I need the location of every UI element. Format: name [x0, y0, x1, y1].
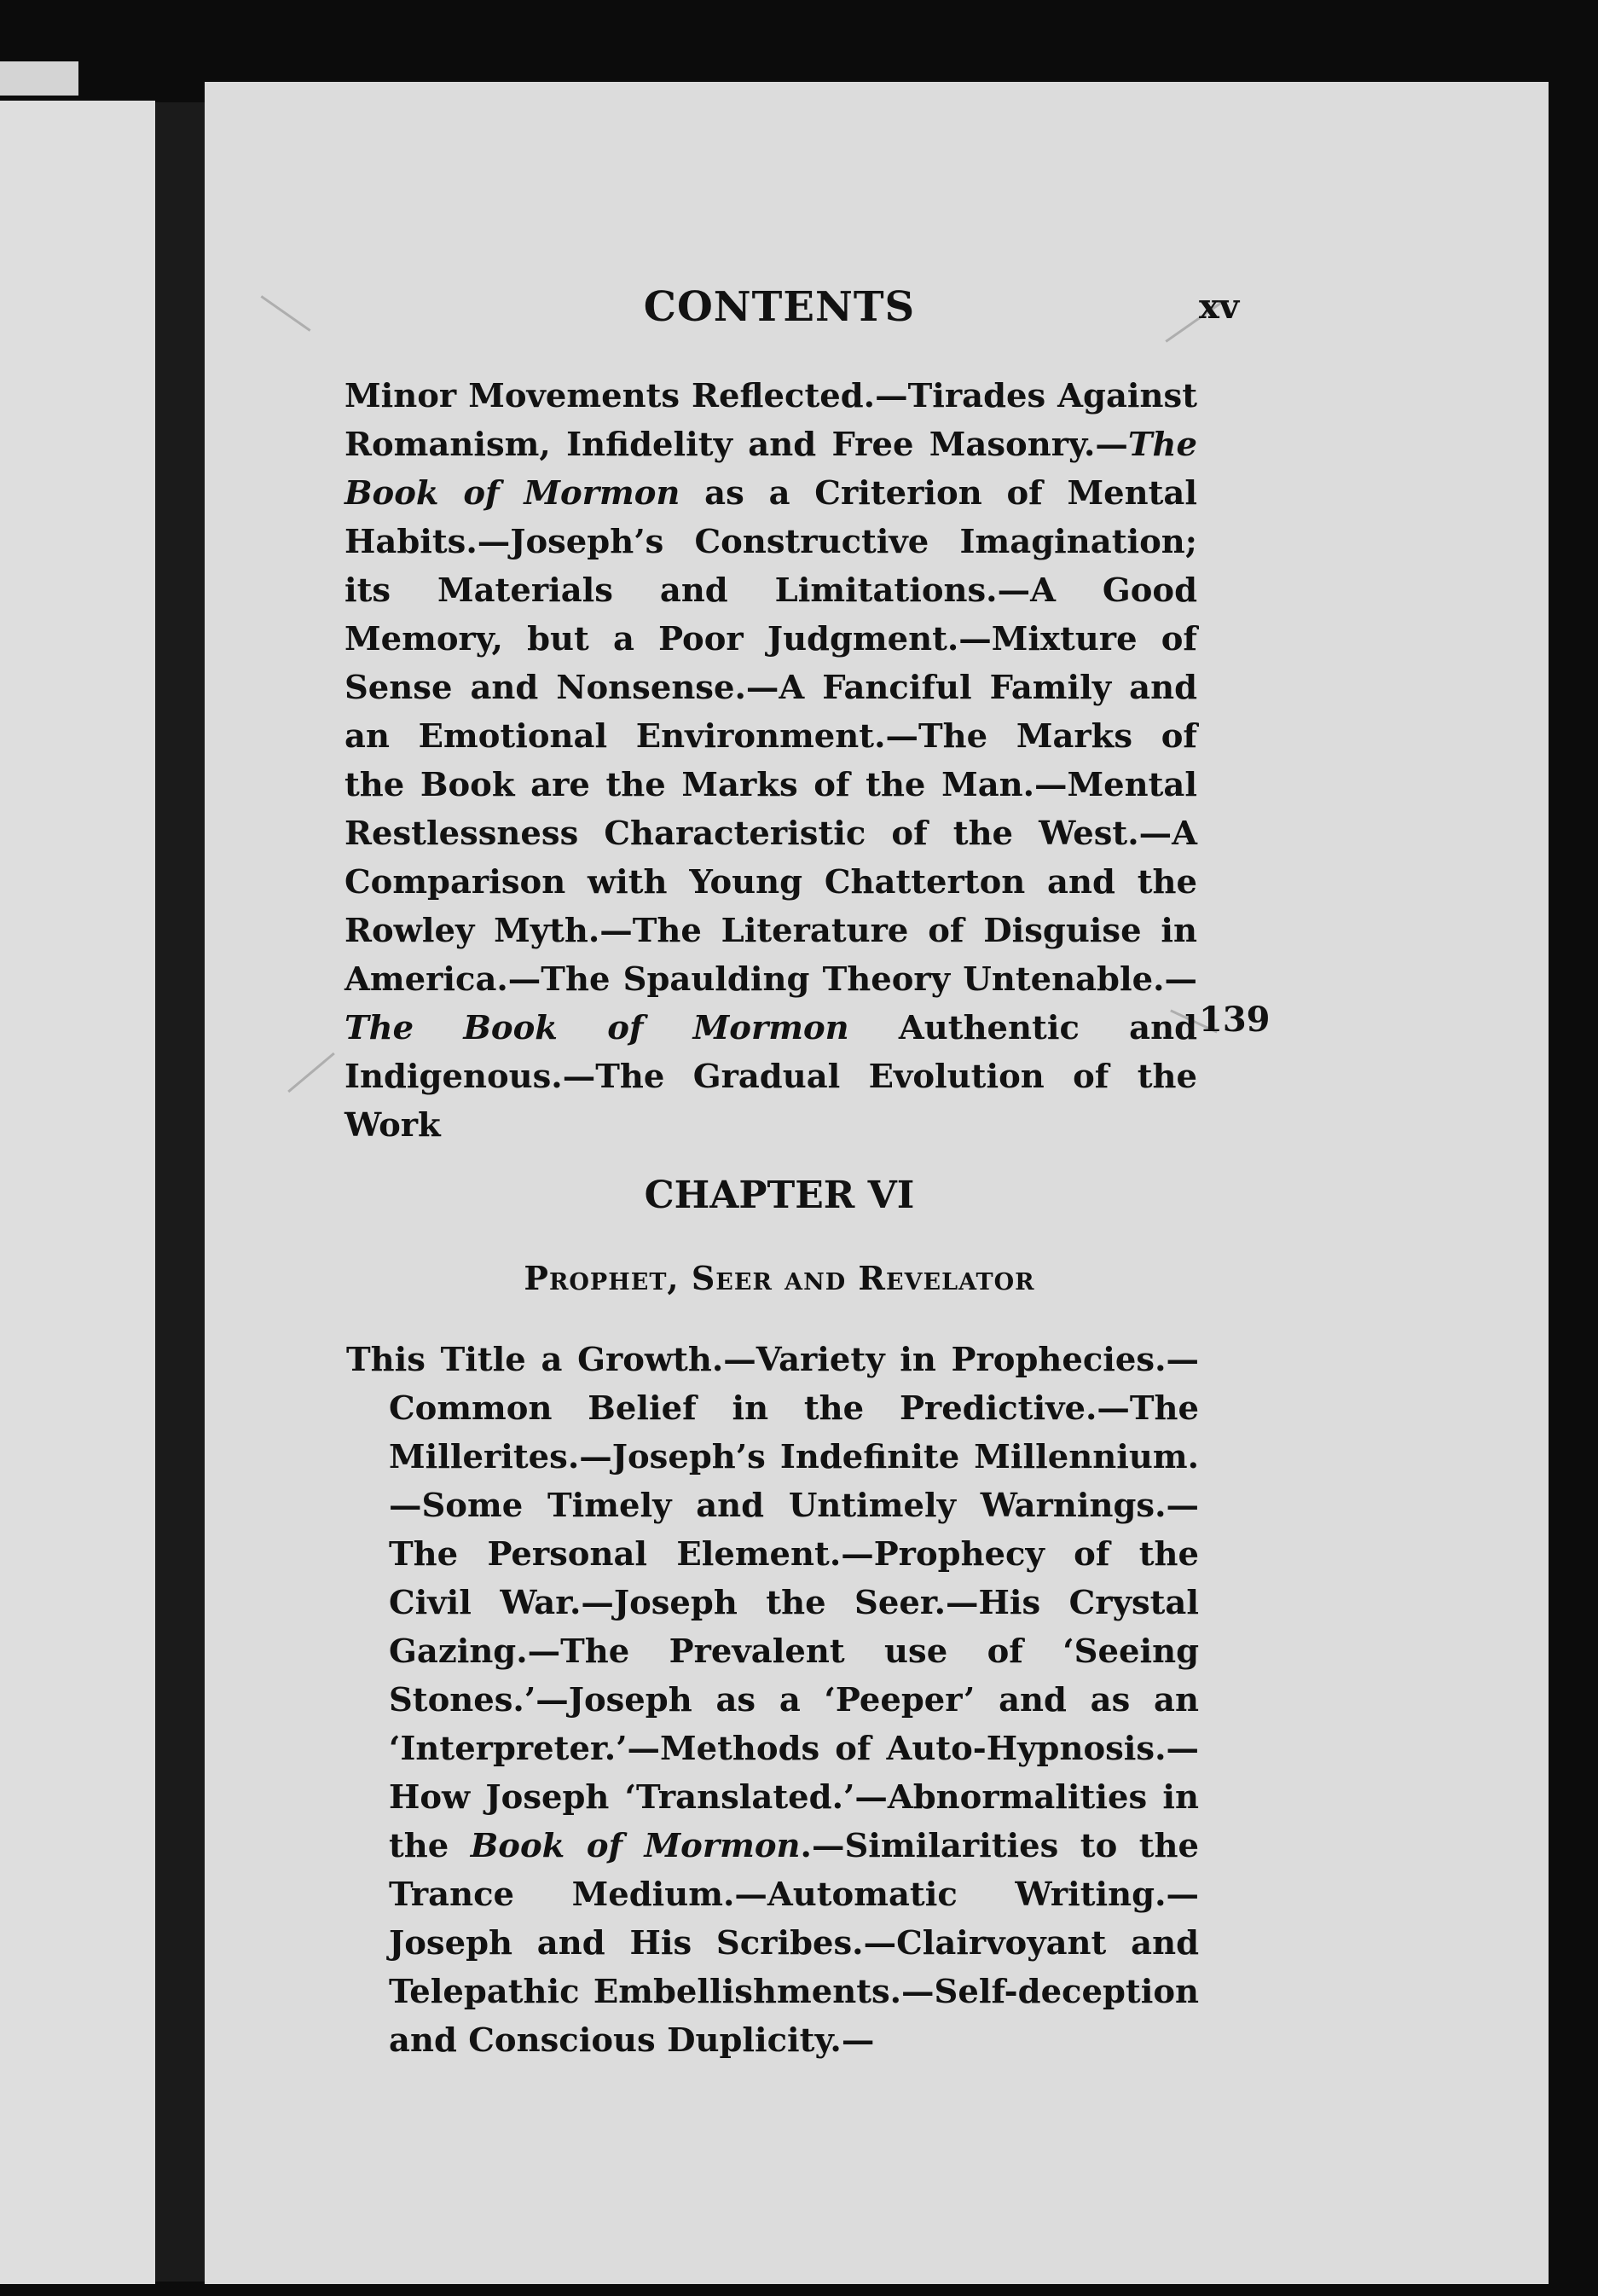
running-head: CONTENTS [643, 283, 916, 331]
entry-page-number: 139 [1199, 1000, 1271, 1040]
adjacent-page [0, 101, 155, 2284]
folio-number: xv [1199, 287, 1240, 327]
book-gutter [155, 102, 205, 2282]
contents-entry [346, 1336, 1199, 2065]
contents-entry [344, 372, 1197, 1150]
entry-title-italic: The Book of Mormon [344, 1009, 849, 1047]
entry-text: as a Criterion of Mental Habits.—Joseph’s Constructive Imagination; its Materials and Limitations.—A Good Memory, but a Poor Judgment.—Mixture of Sense and Nonsense.—A Fanciful Family and an Emotional Environment.—The Marks of the Book are the Marks of the Man.—Mental Restlessness Characteristic of the West.—A Comparison with Young Chatterton and the Rowley Myth.—The Literature of Disguise in America.—The Spaulding Theory Untenable.— [344, 474, 1197, 999]
scan-mark [287, 1052, 335, 1093]
chapter-heading: CHAPTER VI [644, 1174, 915, 1217]
adjacent-page-edge [0, 61, 78, 96]
scan-mark [260, 295, 310, 332]
entry-title-italic: Book of Mormon [470, 1827, 801, 1865]
contents-page [205, 82, 1549, 2284]
entry-title-italic: The Book of Mormon [344, 426, 1197, 513]
entry-text: This Title a Growth.—Variety in Prophecies.—Common Belief in the Predictive.—The Millerites.—Joseph’s Indefinite Millennium.—Some Timely and Untimely Warnings.—The Personal Element.—Prophecy of the Civil War.—Joseph the Seer.—His Crystal Gazing.—The Prevalent use of ‘Seeing Stones.’—Joseph as a ‘Peeper’ and as an ‘Interpreter.’—Methods of Auto-Hypnosis.—How Joseph ‘Translated.’—Abnormalities in the [346, 1341, 1199, 1865]
chapter-title: Prophet, Seer and Revelator [524, 1259, 1035, 1297]
entry-text: Minor Movements Reflected.—Tirades Against Romanism, Infidelity and Free Masonry.— [344, 377, 1197, 464]
entry-text: Authentic and Indigenous.—The Gradual Evolution of the Work [344, 1009, 1197, 1145]
entry-text: .—Similarities to the Trance Medium.—Automatic Writing.—Joseph and His Scribes.—Clairvoyant and Telepathic Embellishments.—Self-deception and Conscious Duplicity.— [389, 1827, 1199, 2060]
